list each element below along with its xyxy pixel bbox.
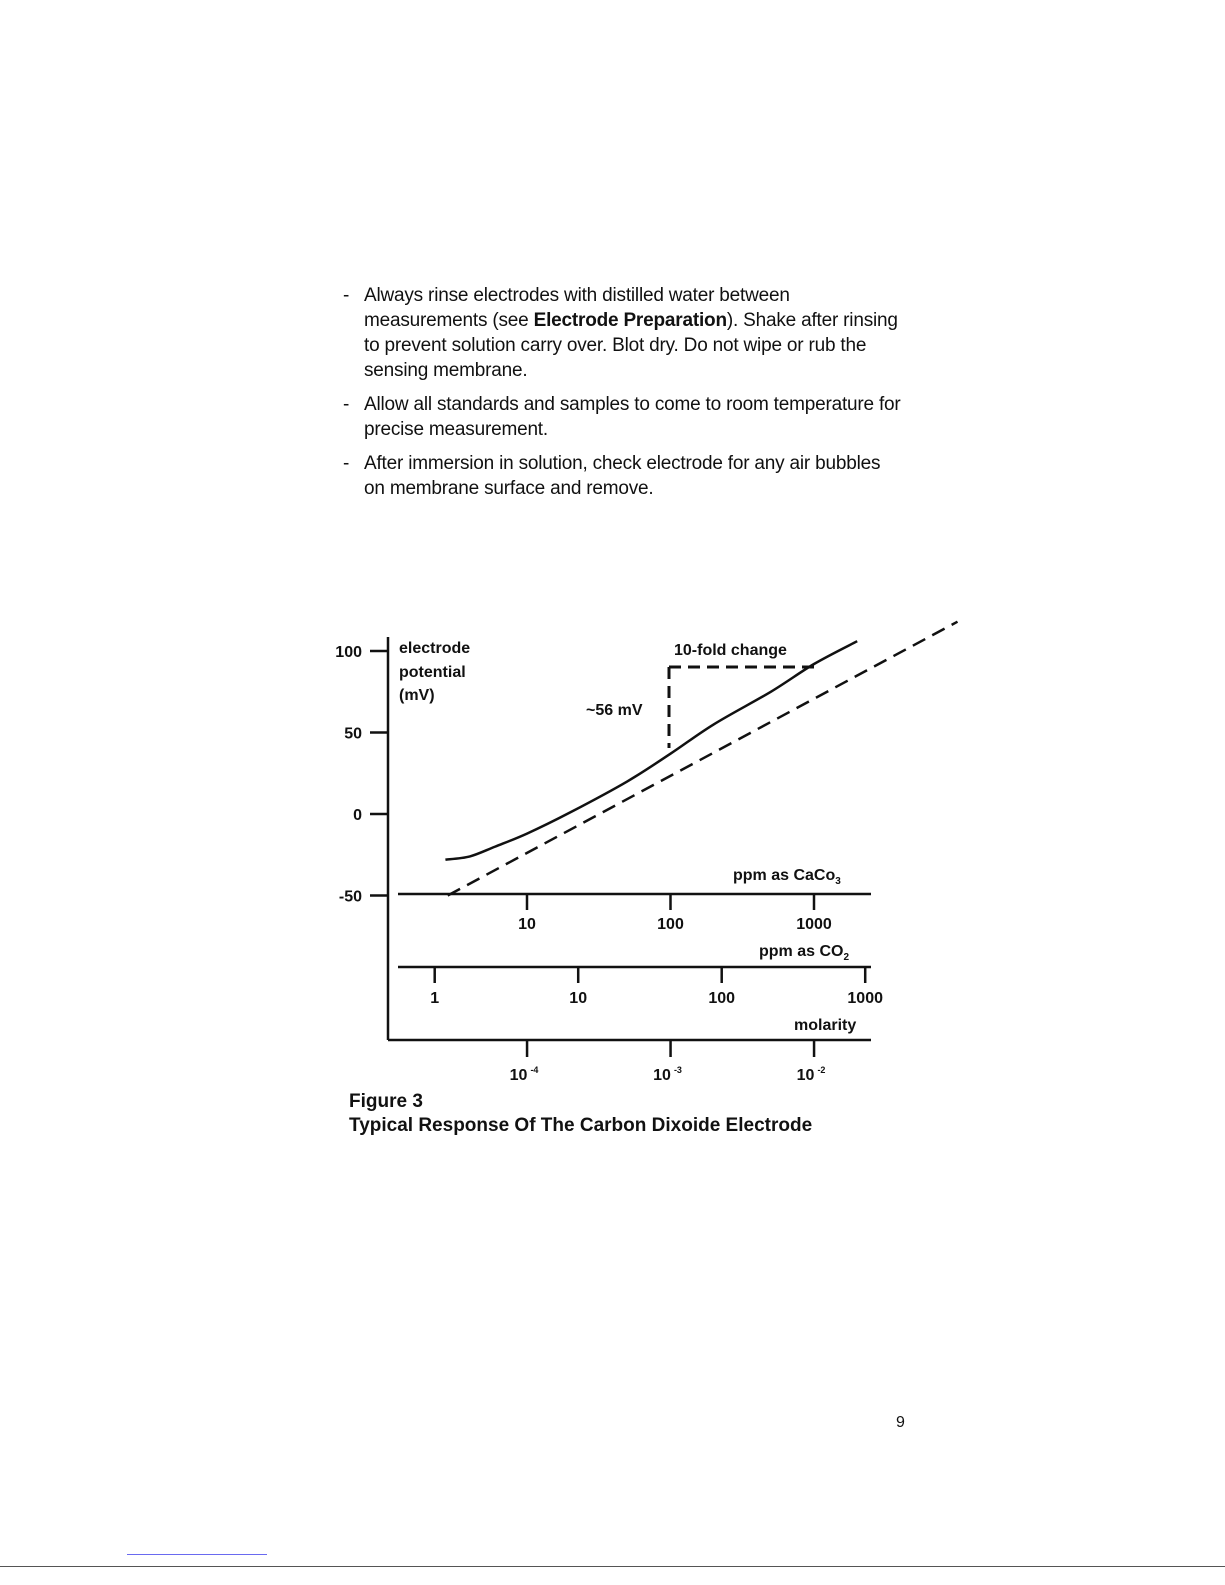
axes — [388, 637, 871, 1040]
molarity-tick-label — [653, 1065, 682, 1084]
co2-tick-label: 1 — [430, 990, 440, 1007]
molarity-tick-base: 10 — [653, 1067, 671, 1084]
y-ticks — [335, 644, 388, 906]
axis-label-co2 — [759, 943, 849, 963]
figure-title: Typical Response Of The Carbon Dixoide Electrode — [349, 1115, 813, 1136]
response-curve — [445, 641, 857, 859]
bullet-dash: - — [343, 453, 350, 474]
molarity-tick-exponent: -2 — [817, 1065, 826, 1075]
y-tick-label: 0 — [353, 807, 362, 824]
footer-link-underline[interactable] — [127, 1554, 267, 1555]
molarity-tick-label — [797, 1065, 826, 1084]
decade-annotation: 10-fold change — [674, 642, 787, 659]
molarity-tick-exponent: -3 — [673, 1065, 682, 1075]
bullet-dash: - — [343, 394, 350, 415]
y-label-line-3: (mV) — [399, 687, 435, 704]
co2-tick-label: 100 — [708, 990, 736, 1007]
axis-label-caco3-base: ppm as CaCo — [733, 867, 836, 884]
bullet-text: After immersion in solution, check electrode for any air bubbles on membrane surface and remove. — [364, 453, 881, 499]
page-number: 9 — [896, 1414, 905, 1431]
bullet-bold-link: Electrode Preparation — [533, 310, 727, 331]
ticks-molarity — [510, 1040, 826, 1084]
y-tick-label: 100 — [335, 644, 362, 661]
caco3-tick-label: 100 — [657, 916, 684, 933]
caco3-tick-label: 1000 — [796, 916, 832, 933]
bullet-dash: - — [343, 285, 350, 306]
y-tick-label: 50 — [344, 725, 362, 743]
y-label-line-1: electrode — [399, 640, 471, 657]
axis-label-caco3-sub: 3 — [835, 876, 841, 887]
bullet-text: Always rinse electrodes with distilled water between measurements (see — [364, 285, 790, 331]
molarity-tick-base: 10 — [509, 1067, 528, 1084]
molarity-tick-exponent: -4 — [530, 1065, 539, 1075]
axis-label-caco3 — [733, 867, 841, 887]
y-tick-label: -50 — [338, 888, 362, 906]
bottom-rule — [0, 1566, 1225, 1567]
series — [445, 622, 957, 896]
bullet-text: Allow all standards and samples to come to room temperature for precise measurement. — [364, 394, 901, 440]
ticks-co2 — [430, 967, 883, 1007]
figure-number: Figure 3 — [349, 1091, 423, 1112]
y-label-line-2: potential — [399, 664, 466, 681]
ticks-caco3 — [518, 894, 832, 933]
axis-label-co2-base: ppm as CO — [759, 943, 844, 960]
co2-tick-label: 10 — [569, 990, 588, 1007]
slope-annotation: ~56 mV — [586, 702, 643, 719]
co2-tick-label: 1000 — [847, 990, 884, 1007]
molarity-tick-base: 10 — [796, 1067, 815, 1084]
caco3-tick-label: 10 — [518, 916, 536, 933]
axis-label-co2-sub: 2 — [843, 952, 850, 963]
molarity-tick-label — [510, 1065, 539, 1084]
axis-label-molarity: molarity — [794, 1017, 857, 1034]
figure-caption — [349, 1090, 812, 1138]
nernstian-reference-line — [448, 622, 958, 896]
bullet-text: ). Shake after rinsing to prevent solution carry over. Blot dry. Do not wipe or rub the sensing membrane. — [364, 310, 898, 381]
